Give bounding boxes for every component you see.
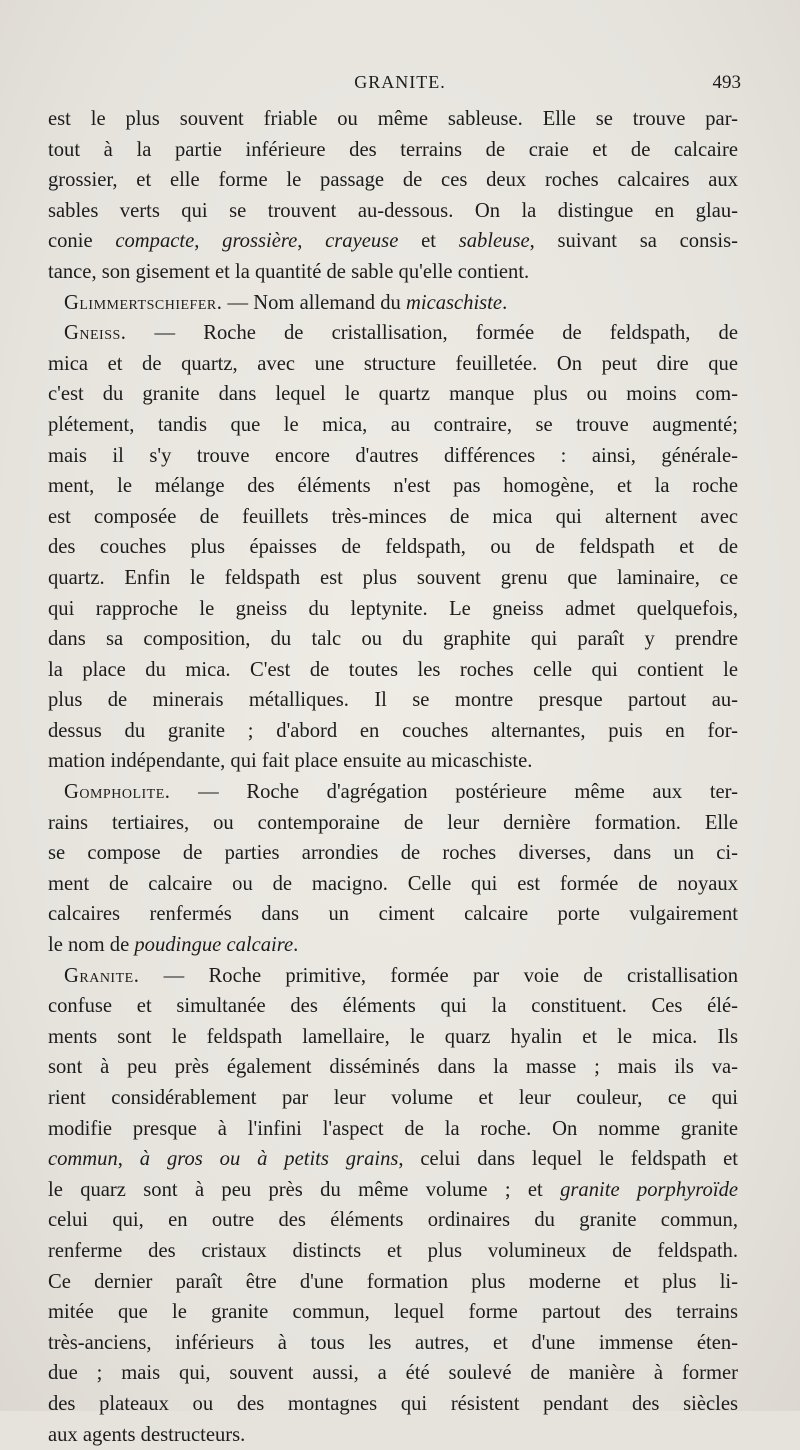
text-run: mation indépendante, qui fait place ensuite au micaschiste. — [48, 750, 533, 773]
text-run: . — [293, 934, 299, 957]
text-line — [48, 349, 738, 380]
text-line — [48, 563, 738, 594]
italic-term: à gros ou à petits grains — [139, 1148, 399, 1171]
entry-headword: Gneiss. — [64, 322, 127, 345]
text-run: qui rapproche le gneiss du leptynite. Le gneiss admet quelquefois, — [48, 597, 738, 620]
italic-term: micaschiste — [405, 291, 503, 314]
text-run: ments sont le feldspath lamellaire, le quarz hyalin et le mica. Ils — [48, 1025, 738, 1048]
text-line — [48, 441, 738, 472]
text-run: — Nom allemand du — [222, 291, 406, 314]
italic-term: commun — [48, 1148, 118, 1171]
text-line — [48, 196, 738, 227]
text-line — [48, 624, 738, 655]
text-run: est composée de feuillets très-minces de mica qui alternent avec — [48, 505, 738, 528]
page-number: 493 — [712, 72, 741, 93]
text-line — [48, 991, 738, 1022]
text-run: sont à peu près également disséminés dans la masse ; mais ils va- — [48, 1056, 738, 1079]
italic-term: sableuse — [458, 230, 530, 253]
text-run: confuse et simultanée des éléments qui la constituent. Ces élé- — [48, 995, 738, 1018]
text-line — [48, 961, 738, 992]
text-line — [48, 899, 738, 930]
entry-headword: Granite. — [64, 964, 140, 987]
text-run: tance, son gisement et la quantité de sable qu'elle contient. — [48, 260, 530, 283]
text-line — [48, 1022, 738, 1053]
text-line — [48, 471, 738, 502]
text-run: aux agents destructeurs. — [48, 1423, 246, 1446]
text-line — [48, 930, 738, 961]
text-line — [48, 502, 738, 533]
italic-term: compacte — [115, 230, 195, 253]
text-run: la place du mica. C'est de toutes les roches celle qui contient le — [48, 658, 738, 681]
italic-term: poudingue calcaire — [134, 934, 294, 957]
text-run: mais il s'y trouve encore d'autres différences : ainsi, générale- — [48, 444, 738, 467]
text-line — [48, 1083, 738, 1114]
text-line — [48, 318, 738, 349]
text-run: tout à la partie inférieure des terrains de craie et de calcaire — [48, 138, 738, 161]
entry-headword: Gompholite. — [64, 781, 171, 804]
text-run: plus de minerais métalliques. Il se montre presque partout au- — [48, 689, 738, 712]
running-head — [0, 72, 800, 98]
italic-term: grossière — [222, 230, 298, 253]
text-run: mica et de quartz, avec une structure feuilletée. On peut dire que — [48, 352, 738, 375]
text-run: modifie presque à l'infini l'aspect de la roche. On nomme granite — [48, 1117, 738, 1140]
text-run: le nom de — [48, 934, 135, 957]
text-line — [48, 104, 738, 135]
text-line — [48, 135, 738, 166]
text-run: quartz. Enfin le feldspath est plus souvent grenu que laminaire, ce — [48, 566, 738, 589]
text-run: celui qui, en outre des éléments ordinaires du granite commun, — [48, 1209, 738, 1232]
text-line — [48, 410, 738, 441]
text-run: c'est du granite dans lequel le quartz manque plus ou moins com- — [48, 383, 738, 406]
text-line — [48, 594, 738, 625]
text-run: sables verts qui se trouvent au-dessous. On la distingue en glau- — [48, 199, 738, 222]
text-line — [48, 1175, 738, 1206]
text-line — [48, 1205, 738, 1236]
text-run: , — [194, 230, 223, 253]
text-line — [48, 838, 738, 869]
text-line — [48, 532, 738, 563]
text-line — [48, 379, 738, 410]
text-run: , — [297, 230, 326, 253]
entry-headword: Glimmertschiefer. — [64, 291, 223, 314]
text-run: renferme des cristaux distincts et plus volumineux de feldspath. — [48, 1239, 738, 1262]
text-line — [48, 1144, 738, 1175]
italic-term: crayeuse — [325, 230, 399, 253]
text-line — [48, 777, 738, 808]
text-line — [48, 869, 738, 900]
text-run: rains tertiaires, ou contemporaine de leur dernière formation. Elle — [48, 811, 738, 834]
text-run: dessus du granite ; d'abord en couches alternantes, puis en for- — [48, 719, 738, 742]
text-run: plétement, tandis que le mica, au contraire, se trouve augmenté; — [48, 413, 738, 436]
text-line — [48, 1052, 738, 1083]
text-run: ment de calcaire ou de macigno. Celle qui est formée de noyaux — [48, 872, 738, 895]
text-line — [48, 1236, 738, 1267]
text-run: mitée que le granite commun, lequel forme partout des terrains — [48, 1301, 738, 1324]
text-line — [48, 226, 738, 257]
text-line — [48, 165, 738, 196]
text-run: — Roche d'agrégation postérieure même aux ter- — [170, 781, 738, 804]
text-line — [48, 1389, 738, 1420]
text-line — [48, 685, 738, 716]
page-body-text — [48, 104, 738, 1450]
text-run: et — [398, 230, 459, 253]
text-run: le quarz sont à peu près du même volume ; et — [48, 1178, 561, 1201]
text-line — [48, 746, 738, 777]
text-run: est le plus souvent friable ou même sableuse. Elle se trouve par- — [48, 108, 738, 130]
text-line — [48, 716, 738, 747]
text-run: très-anciens, inférieurs à tous les autres, et d'une immense éten- — [48, 1331, 738, 1354]
text-run: , suivant sa consis- — [529, 230, 738, 253]
text-run: rient considérablement par leur volume et leur couleur, ce qui — [48, 1087, 738, 1109]
text-run: ment, le mélange des éléments n'est pas homogène, et la roche — [48, 475, 738, 498]
text-line — [48, 1267, 738, 1298]
running-title: GRANITE. — [354, 72, 446, 92]
text-run: . — [502, 291, 508, 314]
text-run: se compose de parties arrondies de roches diverses, dans un ci- — [48, 842, 738, 865]
text-run: — Roche de cristallisation, formée de feldspath, de — [126, 322, 738, 345]
text-run: — Roche primitive, formée par voie de cristallisation — [139, 964, 738, 987]
text-run: , — [117, 1148, 140, 1171]
text-line — [48, 655, 738, 686]
text-line — [48, 288, 738, 319]
text-line — [48, 1328, 738, 1359]
text-run: Ce dernier paraît être d'une formation plus moderne et plus li- — [48, 1270, 738, 1293]
text-run: due ; mais qui, souvent aussi, a été soulevé de manière à former — [48, 1362, 738, 1385]
text-line — [48, 1297, 738, 1328]
italic-term: granite porphyroïde — [560, 1178, 739, 1201]
text-line — [48, 1114, 738, 1145]
text-run: des plateaux ou des montagnes qui résistent pendant des siècles — [48, 1392, 738, 1415]
text-line — [48, 1420, 738, 1450]
text-run: conie — [48, 230, 116, 253]
text-line — [48, 257, 738, 288]
text-run: calcaires renfermés dans un ciment calcaire porte vulgairement — [48, 903, 738, 926]
text-run: des couches plus épaisses de feldspath, ou de feldspath et de — [48, 536, 738, 559]
text-line — [48, 1358, 738, 1389]
text-run: dans sa composition, du talc ou du graphite qui paraît y prendre — [48, 628, 738, 651]
text-line — [48, 808, 738, 839]
text-run: grossier, et elle forme le passage de ces deux roches calcaires aux — [48, 169, 738, 192]
text-run: , celui dans lequel le feldspath et — [398, 1148, 739, 1171]
